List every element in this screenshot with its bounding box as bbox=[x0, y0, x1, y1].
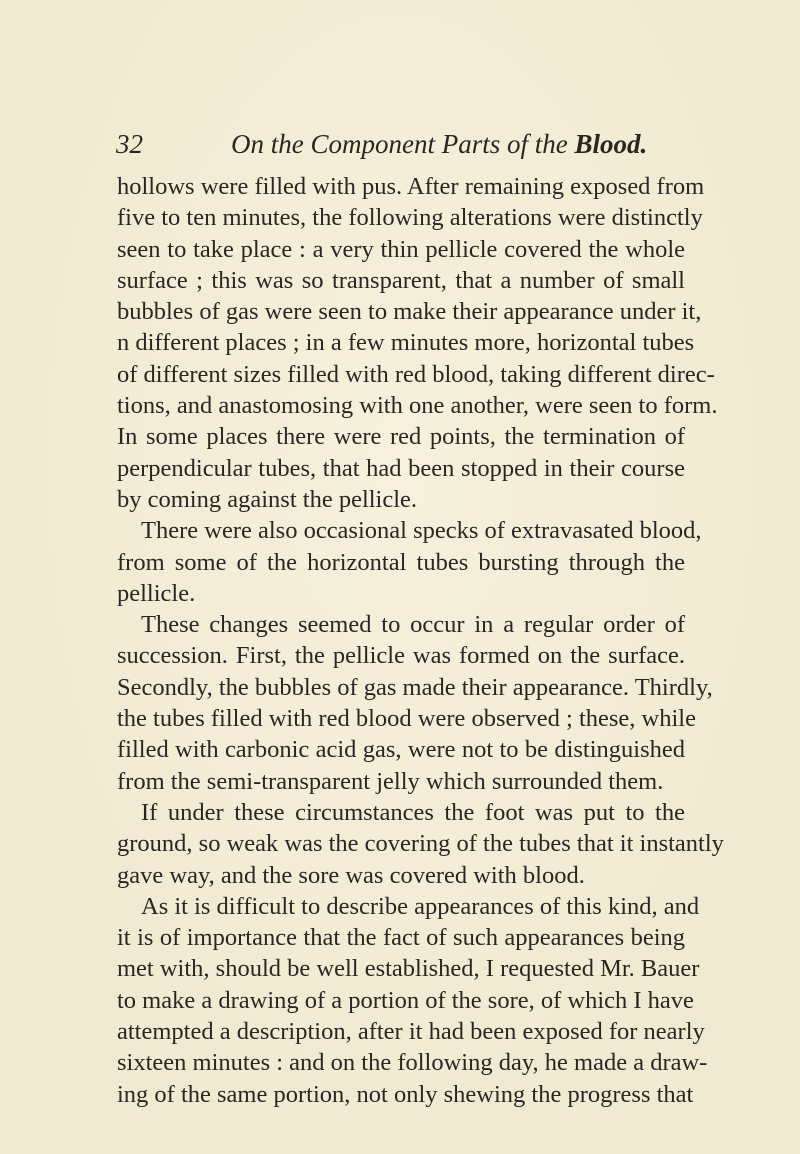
text-line: sixteen minutes : and on the following day, he made a draw- bbox=[117, 1049, 708, 1077]
text-line: succession. First, the pellicle was formed on the surface. bbox=[117, 642, 685, 670]
running-title-italic: On the Component Parts of the bbox=[231, 129, 568, 159]
text-line: by coming against the pellicle. bbox=[117, 485, 418, 513]
text-line: There were also occasional specks of extravasated blood, bbox=[141, 517, 702, 545]
text-line: pellicle. bbox=[117, 579, 196, 607]
text-line: ground, so weak was the covering of the tubes that it instantly bbox=[117, 830, 724, 858]
text-line: n different places ; in a few minutes more, horizontal tubes bbox=[117, 329, 695, 357]
text-line: hollows were filled with pus. After remaining exposed from bbox=[117, 173, 705, 200]
text-line: perpendicular tubes, that had been stopped in their course bbox=[117, 454, 685, 482]
text-line: gave way, and the sore was covered with blood. bbox=[117, 861, 585, 889]
text-line: In some places there were red points, the termination of bbox=[117, 423, 685, 451]
text-line: bubbles of gas were seen to make their appearance under it, bbox=[117, 298, 702, 326]
text-line: of different sizes filled with red blood, taking different direc- bbox=[117, 360, 715, 388]
text-line: ing of the same portion, not only shewing the progress that bbox=[117, 1080, 694, 1108]
text-line: from some of the horizontal tubes bursting through the bbox=[117, 548, 685, 576]
text-line: the tubes filled with red blood were observed ; these, while bbox=[117, 705, 696, 733]
text-line: from the semi-transparent jelly which surrounded them. bbox=[117, 767, 664, 795]
text-line: Secondly, the bubbles of gas made their appearance. Thirdly, bbox=[117, 673, 713, 701]
text-line: five to ten minutes, the following alterations were distinctly bbox=[117, 204, 703, 232]
text-line: filled with carbonic acid gas, were not to be distinguished bbox=[117, 736, 685, 764]
text-line: tions, and anastomosing with one another, were seen to form. bbox=[117, 392, 718, 420]
page-number: 32 bbox=[116, 129, 143, 159]
running-title-bold: Blood. bbox=[574, 129, 648, 159]
text-line: These changes seemed to occur in a regular order of bbox=[141, 611, 685, 639]
text-line: to make a drawing of a portion of the sore, of which I have bbox=[117, 986, 694, 1014]
text-line: it is of importance that the fact of such appearances being bbox=[117, 924, 685, 952]
text-line: If under these circumstances the foot was put to the bbox=[141, 798, 685, 826]
text-line: attempted a description, after it had been exposed for nearly bbox=[117, 1018, 705, 1046]
text-line: As it is difficult to describe appearances of this kind, and bbox=[141, 892, 700, 920]
text-line: surface ; this was so transparent, that a number of small bbox=[117, 266, 685, 294]
text-line: met with, should be well established, I requested Mr. Bauer bbox=[117, 955, 700, 983]
running-title bbox=[231, 124, 647, 164]
page-header bbox=[116, 124, 696, 164]
text-line: seen to take place : a very thin pellicle covered the whole bbox=[117, 235, 685, 263]
body-text bbox=[117, 171, 724, 1110]
